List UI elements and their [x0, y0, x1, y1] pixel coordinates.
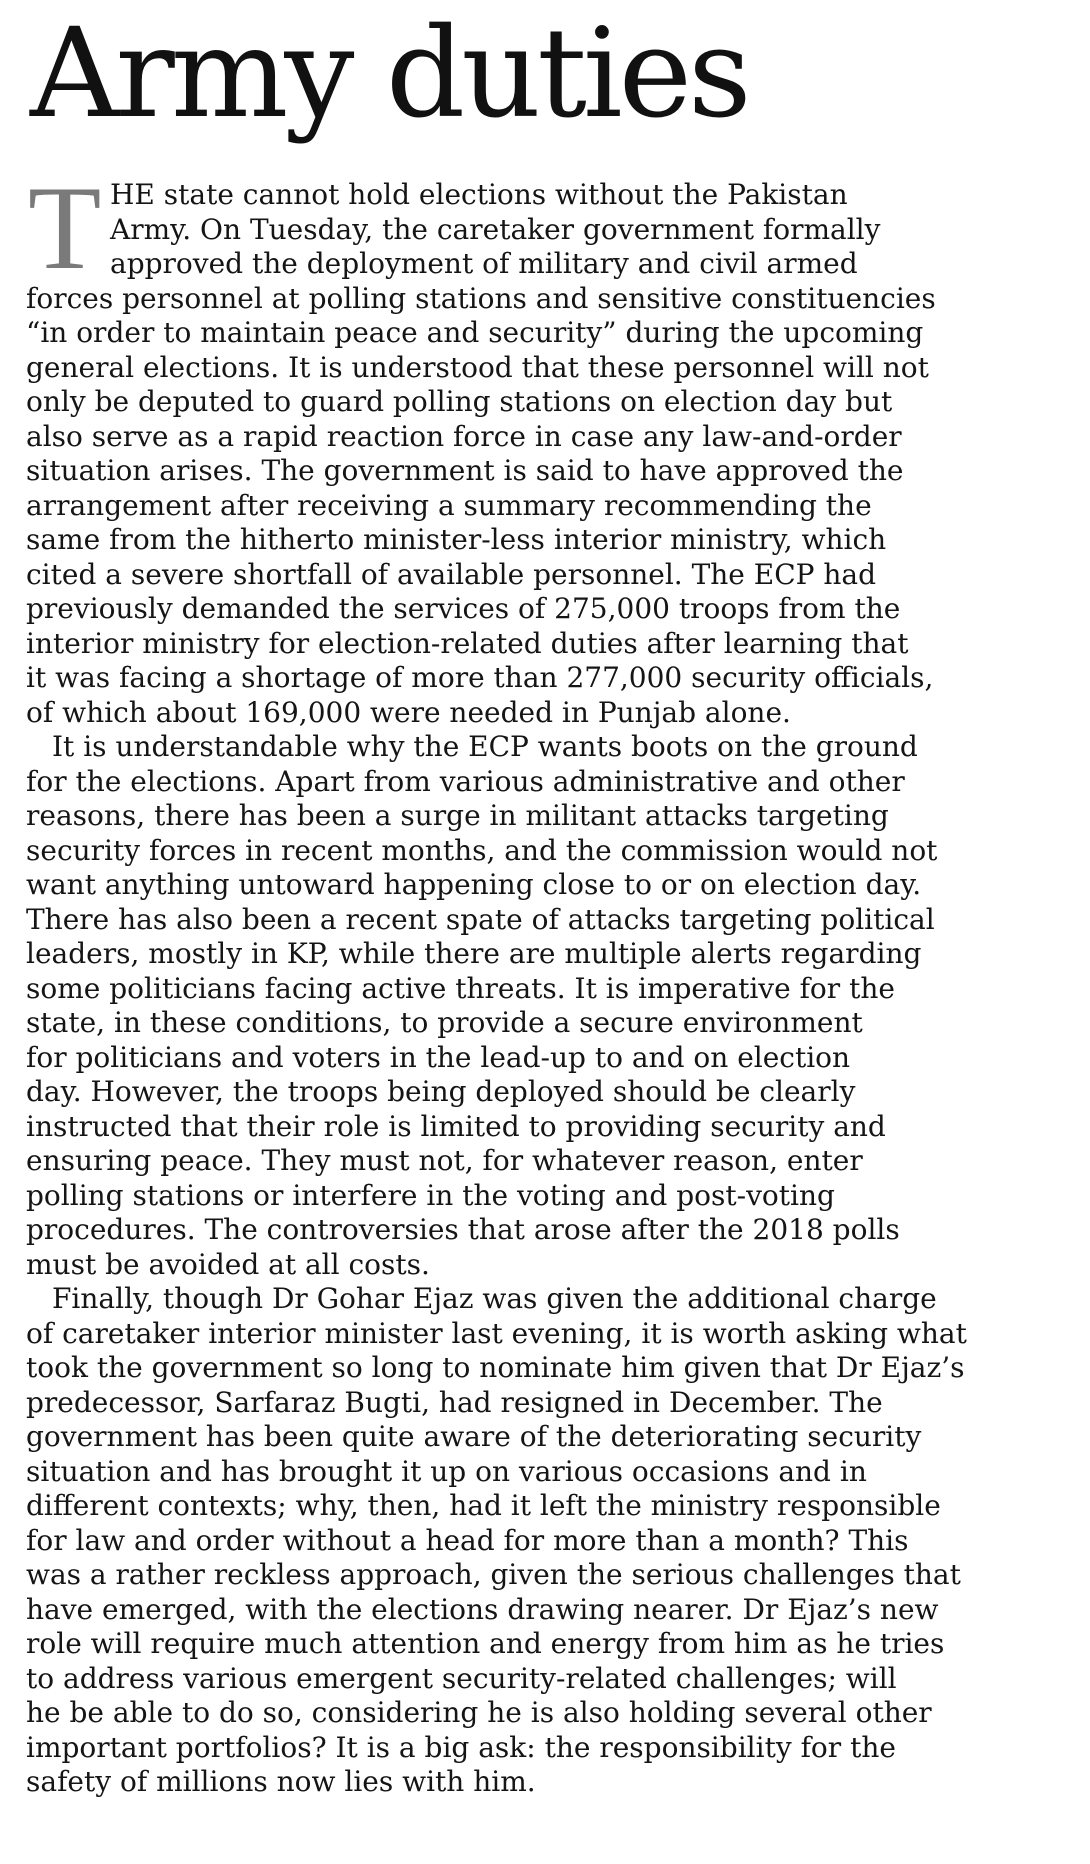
article-line: for the elections. Apart from various administrative and other: [26, 764, 905, 798]
article-line: same from the hitherto minister-less interior ministry, which: [26, 523, 887, 556]
article-line: reasons, there has been a surge in militant attacks targeting: [26, 799, 889, 832]
article-line: he be able to do so, considering he is also holding several other: [26, 1696, 932, 1729]
article-line: safety of millions now lies with him.: [26, 1765, 536, 1798]
headline: Army duties: [30, 2, 748, 146]
article-line: ensuring peace. They must not, for whatever reason, enter: [26, 1144, 863, 1177]
article-line: took the government so long to nominate him given that Dr Ejaz’s: [26, 1351, 965, 1384]
article-line: “in order to maintain peace and security” during the upcoming: [26, 316, 924, 349]
article-line: for politicians and voters in the lead-up to and on election: [26, 1040, 851, 1074]
article-line: procedures. The controversies that arose after the 2018 polls: [26, 1213, 900, 1246]
article-line: situation arises. The government is said to have approved the: [26, 454, 904, 487]
article-line: interior ministry for election-related duties after learning that: [26, 626, 909, 660]
article-line: of caretaker interior minister last evening, it is worth asking what: [26, 1316, 967, 1350]
paragraph-start-line: Finally, though Dr Gohar Ejaz was given the additional charge: [52, 1282, 937, 1315]
article-line: security forces in recent months, and the commission would not: [26, 833, 938, 867]
paragraph-start-line: It is understandable why the ECP wants boots on the ground: [52, 730, 918, 763]
article-line: for law and order without a head for more than a month? This: [26, 1523, 909, 1557]
article-line: polling stations or interfere in the voting and post-voting: [26, 1178, 835, 1212]
article-line: previously demanded the services of 275,000 troops from the: [26, 592, 901, 625]
article-line: arrangement after receiving a summary recommending the: [26, 488, 872, 522]
article-line: forces personnel at polling stations and sensitive constituencies: [26, 281, 936, 315]
article-line: different contexts; why, then, had it left the ministry responsible: [26, 1489, 941, 1522]
article-line: role will require much attention and energy from him as he tries: [26, 1627, 945, 1660]
article-line: some politicians facing active threats. It is imperative for the: [26, 971, 895, 1005]
article-line: Army. On Tuesday, the caretaker government formally: [110, 212, 881, 246]
article-line: government has been quite aware of the deteriorating security: [26, 1420, 922, 1453]
article-line: it was facing a shortage of more than 277,000 security officials,: [26, 661, 934, 694]
article-line: leaders, mostly in KP, while there are multiple alerts regarding: [26, 937, 922, 970]
article-line: general elections. It is understood that these personnel will not: [26, 350, 929, 384]
article-line: only be deputed to guard polling stations on election day but: [26, 385, 893, 418]
article-line: situation and has brought it up on various occasions and in: [26, 1454, 867, 1488]
article-line: have emerged, with the elections drawing nearer. Dr Ejaz’s new: [26, 1592, 939, 1626]
article-line: state, in these conditions, to provide a secure environment: [26, 1006, 863, 1039]
article-line: cited a severe shortfall of available personnel. The ECP had: [26, 557, 877, 591]
article-line: to address various emergent security-related challenges; will: [26, 1661, 897, 1695]
article-line: approved the deployment of military and civil armed: [110, 247, 858, 280]
article-line: day. However, the troops being deployed should be clearly: [26, 1075, 856, 1108]
drop-cap: T: [28, 161, 102, 294]
article-line: must be avoided at all costs.: [26, 1247, 430, 1281]
article-line: predecessor, Sarfaraz Bugti, had resigned in December. The: [26, 1385, 883, 1419]
article-line: of which about 169,000 were needed in Punjab alone.: [26, 695, 791, 729]
article-line: There has also been a recent spate of attacks targeting political: [26, 902, 935, 936]
article-line: important portfolios? It is a big ask: the responsibility for the: [26, 1730, 896, 1764]
article-line: also serve as a rapid reaction force in case any law-and-order: [26, 419, 902, 453]
article-line: was a rather reckless approach, given the serious challenges that: [26, 1558, 961, 1591]
article-line: HE state cannot hold elections without the Pakistan: [110, 178, 848, 211]
article-line: want anything untoward happening close to or on election day.: [26, 868, 922, 901]
article-line: instructed that their role is limited to providing security and: [26, 1109, 886, 1143]
article-body: [26, 161, 1081, 1800]
